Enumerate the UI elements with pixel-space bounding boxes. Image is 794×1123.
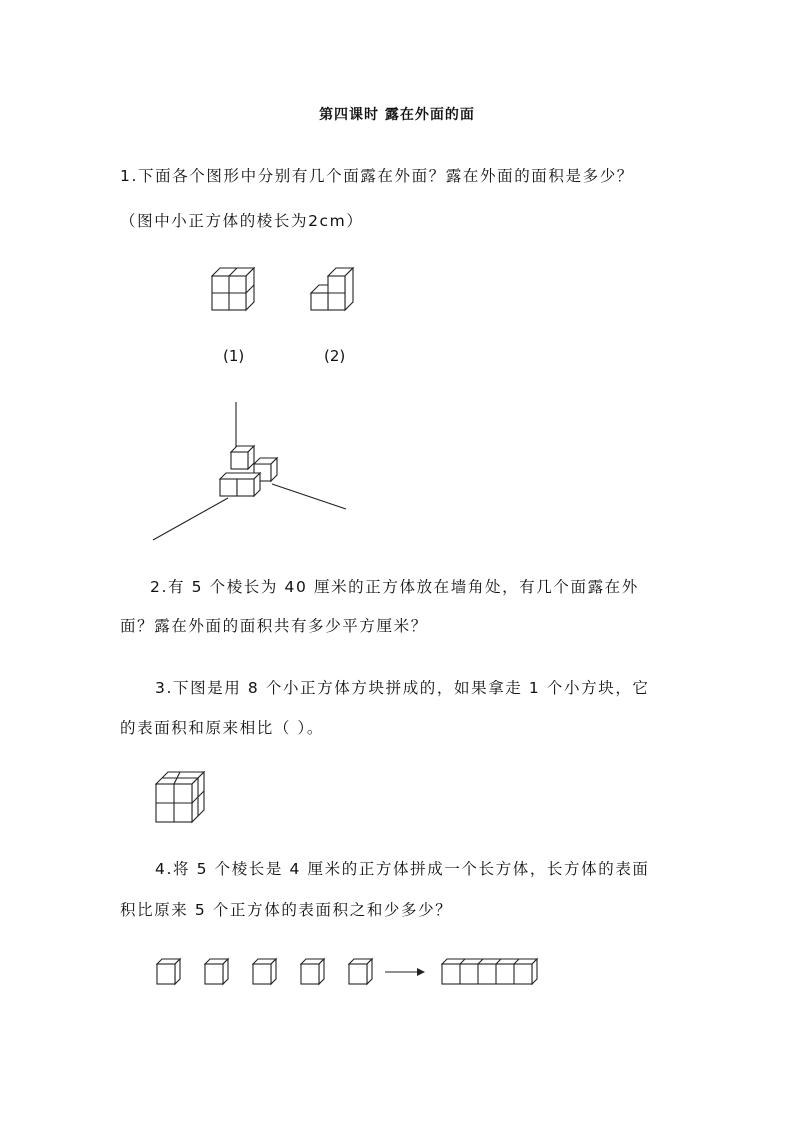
q4-text-line1: 4.将 5 个棱长是 4 厘米的正方体拼成一个长方体，长方体的表面 bbox=[155, 860, 650, 878]
q1-figure-2 bbox=[311, 268, 356, 313]
q3-text-line2: 的表面积和原来相比（ ）。 bbox=[120, 719, 324, 737]
q4-text-line2: 积比原来 5 个正方体的表面积之和少多少？ bbox=[120, 901, 453, 919]
arrow-icon bbox=[385, 968, 425, 976]
q1-caption-2: (2) bbox=[324, 347, 346, 365]
single-cube-5 bbox=[349, 959, 372, 984]
q1-text-line1: 1.下面各个图形中分别有几个面露在外面？露在外面的面积是多少？ bbox=[120, 167, 634, 185]
q1-caption-1: (1) bbox=[223, 347, 245, 365]
page-title: 第四课时 露在外面的面 bbox=[319, 107, 475, 123]
combined-cuboid bbox=[442, 959, 537, 984]
single-cube-2 bbox=[205, 959, 228, 984]
q3-text-line1: 3.下图是用 8 个小正方体方块拼成的，如果拿走 1 个小方块，它 bbox=[155, 679, 650, 697]
q2-text-line2: 面？露在外面的面积共有多少平方厘米？ bbox=[120, 617, 428, 635]
single-cube-3 bbox=[253, 959, 276, 984]
q3-cube-figure bbox=[156, 772, 208, 824]
q4-cubes-figure bbox=[155, 957, 545, 987]
q1-text-line2: （图中小正方体的棱长为2cm） bbox=[120, 212, 364, 230]
q1-figure-1 bbox=[212, 268, 257, 313]
q2-text-line1: 2.有 5 个棱长为 40 厘米的正方体放在墙角处，有几个面露在外 bbox=[150, 578, 639, 596]
corner-cubes-figure bbox=[150, 402, 350, 542]
single-cube-1 bbox=[157, 959, 180, 984]
single-cube-4 bbox=[301, 959, 324, 984]
